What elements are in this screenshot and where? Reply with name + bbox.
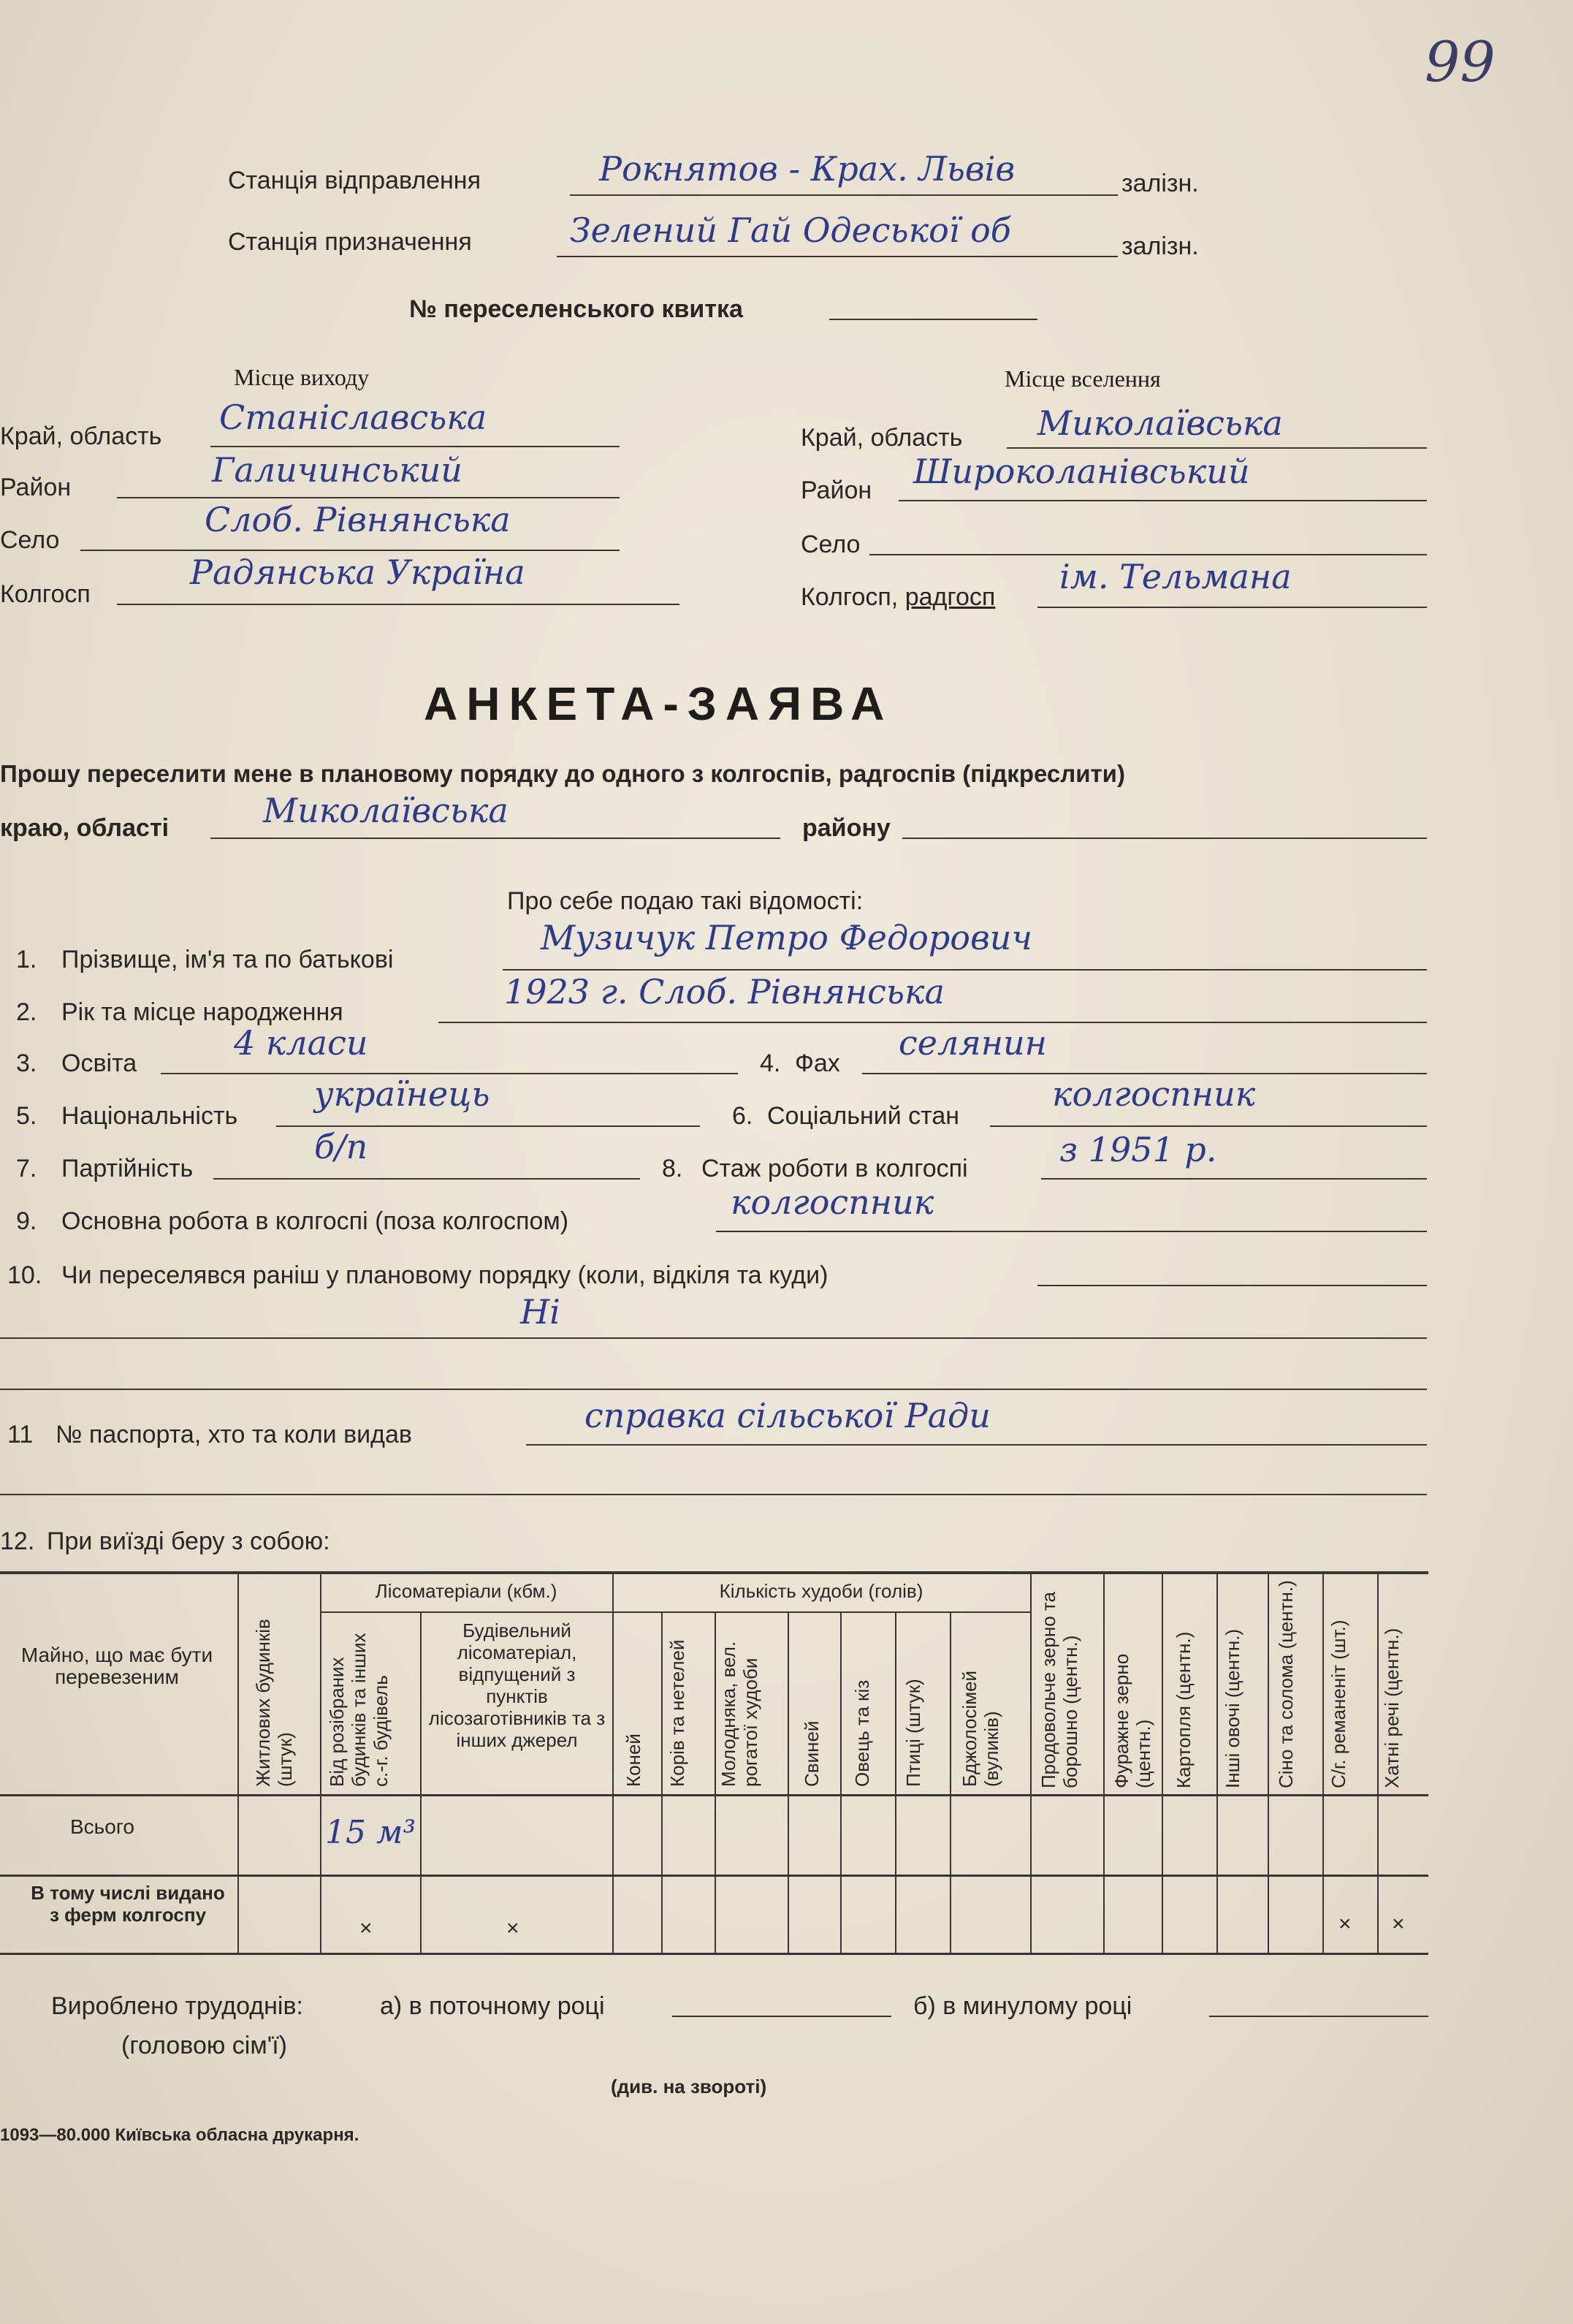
departure-value: Рокнятов - Крах. Львів — [599, 149, 1016, 189]
field-9-label: Основна робота в колгоспі (поза колгоспом) — [61, 1207, 569, 1235]
field-10-label: Чи переселявся раніш у плановому порядку (коли, відкіля та куди) — [61, 1261, 829, 1289]
field-6-number: 6. — [732, 1102, 753, 1130]
printer-imprint: 1093—80.000 Київська обласна друкарня. — [0, 2125, 359, 2145]
col-bees: Бджолосімей (вуликів) — [959, 1670, 1002, 1787]
field-3-value: 4 класи — [234, 1023, 368, 1063]
col-building-timber: Будівельний лісоматеріал, відпущений з пунктів лісозаготівників та з інших джерел — [428, 1619, 606, 1751]
destination-district-label: Район — [801, 476, 872, 504]
col-food-grain: Продовольче зерно та борошно (центн.) — [1037, 1592, 1081, 1788]
luggage-table — [0, 1571, 1428, 1955]
field-9-number: 9. — [16, 1207, 37, 1235]
col-poultry: Птиці (штук) — [902, 1679, 924, 1787]
field-3-number: 3. — [16, 1049, 37, 1077]
form-title: АНКЕТА-ЗАЯВА — [424, 677, 894, 730]
field-12-number: 12. — [0, 1527, 35, 1555]
field-6-value: колгоспник — [1052, 1074, 1256, 1114]
intro-text: Про себе подаю такі відомості: — [507, 887, 864, 915]
col-cows: Корів та нетелей — [666, 1639, 688, 1787]
origin-heading: Місце виходу — [234, 364, 370, 390]
col-equipment: С/г. реманеніт (шт.) — [1328, 1619, 1349, 1788]
turn-over-note: (див. на звороті) — [611, 2076, 767, 2097]
col-vegetables: Інші овочі (центн.) — [1222, 1628, 1243, 1788]
origin-village-label: Село — [0, 526, 60, 554]
table-group-lumber: Лісоматеріали (кбм.) — [375, 1580, 557, 1602]
origin-kolhosp-label: Колгосп — [0, 580, 91, 608]
destination-region-label: Край, область — [801, 424, 963, 452]
railway-suffix-2: залізн. — [1121, 232, 1199, 260]
col-sheep: Овець та кіз — [851, 1679, 873, 1787]
destination-kolhosp-label: Колгосп, радгосп — [801, 583, 996, 611]
field-11-label: № паспорта, хто та коли видав — [56, 1421, 412, 1448]
field-2-value: 1923 г. Слоб. Рівнянська — [504, 972, 945, 1011]
field-11-value: справка сільської Ради — [584, 1396, 991, 1435]
workdays-previous-label: б) в минулому році — [913, 1992, 1132, 2020]
origin-region-label: Край, область — [0, 422, 162, 450]
table-group-livestock: Кількість худоби (голів) — [719, 1580, 923, 1602]
workdays-family-note: (головою сім'ї) — [121, 2032, 287, 2059]
destination-heading: Місце вселення — [1005, 365, 1161, 392]
table-row-header: Майно, що має бути перевезеним — [20, 1644, 213, 1688]
field-8-number: 8. — [662, 1155, 683, 1182]
field-7-value: б/п — [314, 1127, 368, 1166]
field-5-number: 5. — [16, 1102, 37, 1130]
origin-region-value: Станіславська — [219, 398, 487, 437]
railway-suffix-1: залізн. — [1121, 170, 1199, 197]
field-8-label: Стаж роботи в колгоспі — [701, 1155, 968, 1182]
field-5-label: Національність — [61, 1102, 238, 1130]
destination-village-label: Село — [801, 531, 861, 558]
col-pigs: Свиней — [801, 1720, 823, 1787]
field-6-label: Соціальний стан — [767, 1102, 960, 1130]
destination-region-value: Миколаївська — [1037, 403, 1283, 443]
workdays-prefix: Вироблено трудоднів: — [51, 1992, 303, 2020]
cross-mark-4: × — [1392, 1912, 1405, 1936]
request-district-label: району — [802, 814, 891, 842]
field-4-number: 4. — [760, 1049, 781, 1077]
cross-mark-2: × — [506, 1916, 519, 1940]
field-8-value: з 1951 р. — [1059, 1130, 1217, 1169]
field-2-label: Рік та місце народження — [61, 998, 343, 1026]
field-5-value: українець — [314, 1074, 490, 1114]
origin-village-value: Слоб. Рівнянська — [205, 500, 511, 539]
cross-mark-3: × — [1338, 1912, 1352, 1936]
col-potatoes: Картопля (центн.) — [1173, 1631, 1195, 1788]
field-9-value: колгоспник — [731, 1182, 934, 1222]
col-dismantled: Від розібраних будинків та інших с.-г. будівель — [326, 1633, 392, 1787]
destination-label: Станція призначення — [228, 228, 472, 256]
col-fodder: Фуражне зерно (центн.) — [1111, 1653, 1154, 1788]
destination-district-value: Широколанівський — [913, 452, 1250, 491]
field-4-value: селянин — [899, 1023, 1047, 1063]
cross-mark-1: × — [359, 1916, 373, 1940]
field-4-label: Фах — [795, 1049, 840, 1077]
field-3-label: Освіта — [61, 1049, 137, 1077]
origin-kolhosp-value: Радянська Україна — [190, 552, 525, 592]
archive-number: 99 — [1425, 29, 1496, 94]
field-7-number: 7. — [16, 1155, 37, 1182]
destination-value: Зелений Гай Одеської об — [570, 210, 1011, 250]
origin-district-value: Галичинський — [212, 450, 462, 490]
field-10-value: Ні — [520, 1292, 560, 1332]
col-hay: Сіно та солома (центн.) — [1275, 1580, 1297, 1788]
request-line-2-prefix: краю, області — [0, 814, 170, 842]
ticket-label: № переселенського квитка — [409, 295, 743, 323]
request-region-value: Миколаївська — [263, 791, 509, 830]
col-young-cattle: Молодняка, вел. рогатої худоби — [717, 1641, 761, 1787]
departure-label: Станція відправлення — [228, 167, 481, 194]
request-line-1: Прошу переселити мене в плановому порядку до одного з колгоспів, радгоспів (підкреслити) — [0, 760, 1125, 787]
destination-kolhosp-value: ім. Тельмана — [1059, 557, 1292, 596]
field-12-label: При виїзді беру з собою: — [47, 1527, 330, 1555]
field-10-number: 10. — [7, 1261, 42, 1289]
workdays-current-label: а) в поточному році — [380, 1992, 605, 2020]
field-1-label: Прізвище, ім'я та по батькові — [61, 946, 394, 973]
field-1-number: 1. — [16, 946, 37, 973]
field-11-number: 11 — [7, 1421, 34, 1448]
row-from-farms-label: В тому числі видано з ферм колгоспу — [31, 1882, 225, 1926]
origin-district-label: Район — [0, 474, 72, 501]
field-1-value: Музичук Петро Федорович — [541, 918, 1033, 957]
field-7-label: Партійність — [61, 1155, 194, 1182]
col-horses: Коней — [622, 1733, 644, 1787]
row-total-dismantled-value: 15 м³ — [325, 1814, 416, 1851]
field-2-number: 2. — [16, 998, 37, 1026]
row-total-label: Всього — [69, 1815, 134, 1838]
col-houses: Житлових будинків (штук) — [252, 1619, 296, 1787]
col-household: Хатні речі (центн.) — [1381, 1628, 1403, 1788]
